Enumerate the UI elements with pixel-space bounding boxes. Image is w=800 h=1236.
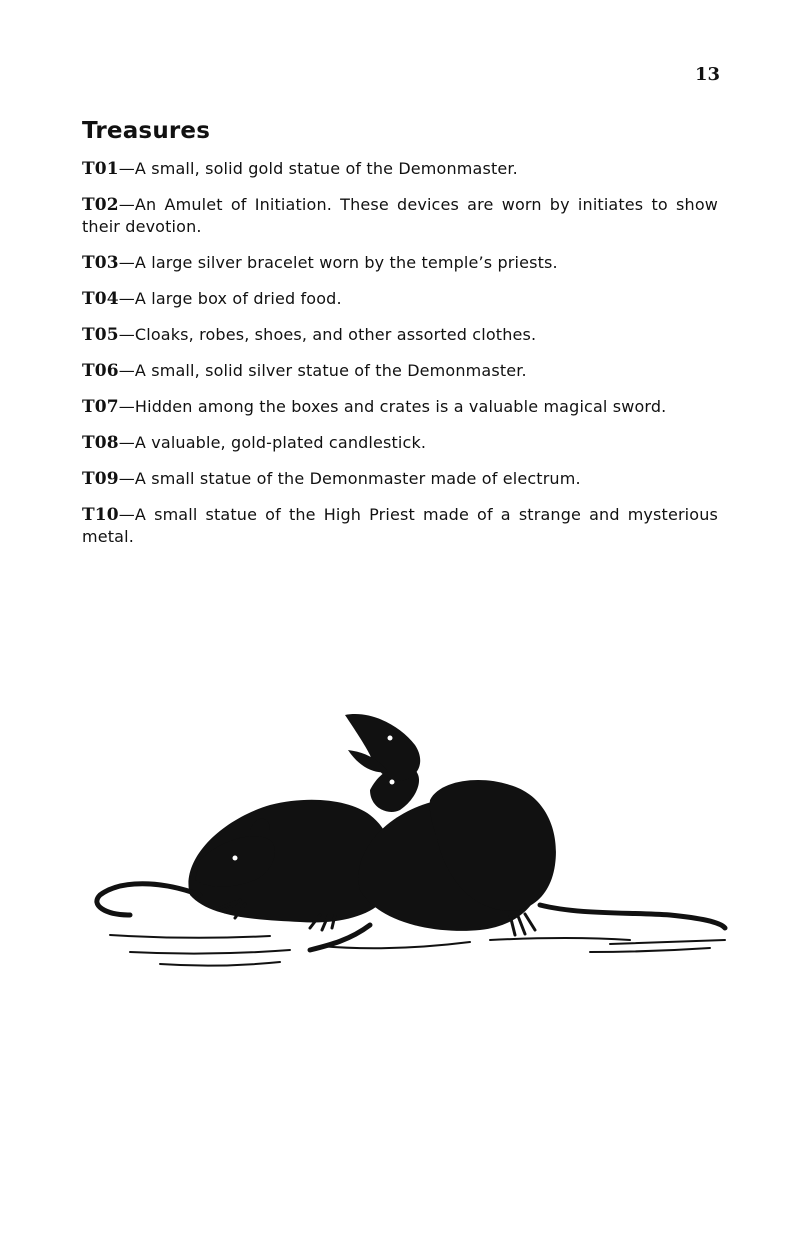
treasure-code: T07 xyxy=(82,397,119,417)
treasure-description: An Amulet of Initiation. These devices are worn by initiates to show their devotion. xyxy=(82,195,718,236)
treasure-item-t07 xyxy=(82,396,718,418)
treasure-dash: — xyxy=(118,397,135,416)
treasure-code: T06 xyxy=(82,361,119,381)
treasure-code: T08 xyxy=(82,433,119,453)
treasure-description: A small statue of the Demonmaster made of electrum. xyxy=(134,469,581,488)
ground-strokes xyxy=(110,935,725,966)
treasure-item-t10 xyxy=(82,504,718,548)
treasure-dash: — xyxy=(118,433,135,452)
treasure-description: A small statue of the High Priest made of a strange and mysterious metal. xyxy=(82,505,718,546)
treasure-code: T05 xyxy=(82,325,119,345)
treasure-item-t06 xyxy=(82,360,718,382)
treasure-code: T01 xyxy=(82,159,119,179)
treasure-dash: — xyxy=(118,289,135,308)
treasure-dash: — xyxy=(118,195,135,214)
treasure-description: A large silver bracelet worn by the temple’s priests. xyxy=(134,253,558,272)
treasure-item-t02 xyxy=(82,194,718,238)
treasure-dash: — xyxy=(118,253,135,272)
treasure-code: T09 xyxy=(82,469,119,489)
treasure-dash: — xyxy=(118,361,135,380)
treasure-item-t05 xyxy=(82,324,718,346)
treasure-item-t04 xyxy=(82,288,718,310)
treasure-dash: — xyxy=(118,469,135,488)
treasure-code: T10 xyxy=(82,505,119,525)
treasure-description: A large box of dried food. xyxy=(134,289,342,308)
treasure-description: Hidden among the boxes and crates is a valuable magical sword. xyxy=(134,397,667,416)
treasure-description: A valuable, gold-plated candlestick. xyxy=(134,433,427,452)
treasure-item-t08 xyxy=(82,432,718,454)
treasure-description: Cloaks, robes, shoes, and other assorted clothes. xyxy=(134,325,537,344)
treasure-code: T04 xyxy=(82,289,119,309)
treasure-description: A small, solid gold statue of the Demonmaster. xyxy=(134,159,518,178)
page-number: 13 xyxy=(694,64,720,85)
treasure-item-t01 xyxy=(82,158,718,180)
treasure-item-t03 xyxy=(82,252,718,274)
treasure-description: A small, solid silver statue of the Demonmaster. xyxy=(134,361,527,380)
treasure-code: T02 xyxy=(82,195,119,215)
treasure-list xyxy=(82,158,718,562)
section-title: Treasures xyxy=(82,118,211,144)
treasure-dash: — xyxy=(118,505,135,524)
treasure-dash: — xyxy=(118,325,135,344)
treasure-code: T03 xyxy=(82,253,119,273)
treasure-dash: — xyxy=(118,159,135,178)
treasure-item-t09 xyxy=(82,468,718,490)
rats-illustration xyxy=(70,690,740,980)
